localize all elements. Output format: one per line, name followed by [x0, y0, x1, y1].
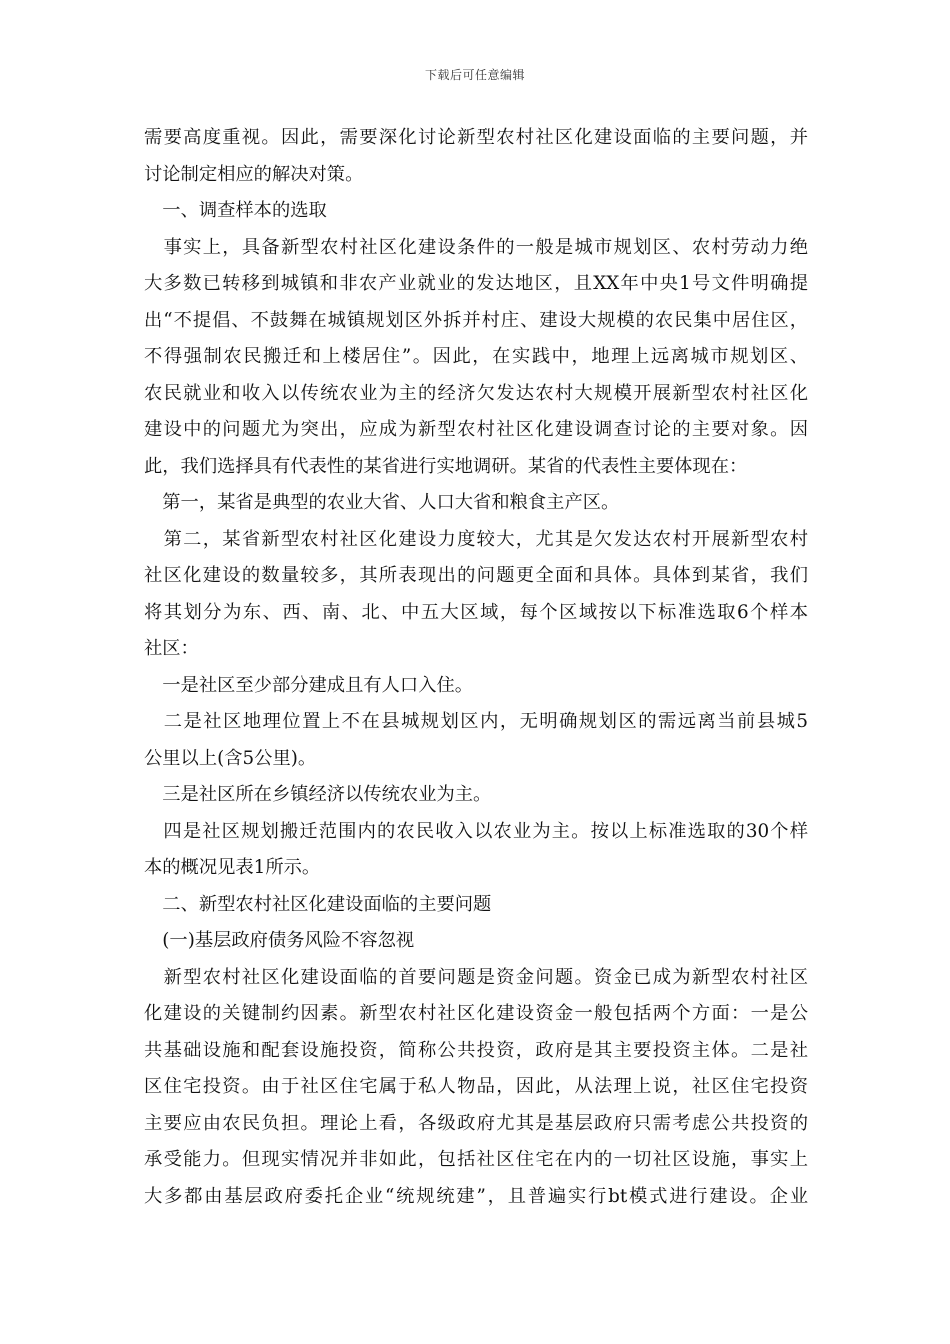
text-line: 农民就业和收入以传统农业为主的经济欠发达农村大规模开展新型农村社区化 [144, 382, 808, 404]
text-line: 四是社区规划搬迁范围内的农民收入以农业为主。按以上标准选取的30个样 [144, 820, 808, 842]
text-line: 大多都由基层政府委托企业“统规统建”，且普遍实行bt模式进行建设。企业 [144, 1185, 808, 1207]
text-line: 新型农村社区化建设面临的首要问题是资金问题。资金已成为新型农村社区 [144, 966, 808, 988]
text-line: 讨论制定相应的解决对策。 [144, 163, 364, 185]
section-heading: 二、新型农村社区化建设面临的主要问题 [144, 893, 492, 915]
text-line: 一是社区至少部分建成且有人口入住。 [144, 674, 474, 696]
text-line: 第一，某省是典型的农业大省、人口大省和粮食主产区。 [144, 492, 620, 513]
text-line: 将其划分为东、西、南、北、中五大区域，每个区域按以下标准选取6个样本 [144, 601, 808, 623]
text-line: 本的概况见表1所示。 [144, 857, 321, 878]
text-line: 建设中的问题尤为突出，应成为新型农村社区化建设调查讨论的主要对象。因 [144, 419, 808, 440]
text-line: 承受能力。但现实情况并非如此，包括社区住宅在内的一切社区设施，事实上 [144, 1149, 808, 1170]
text-line: 公里以上(含5公里)。 [144, 747, 317, 769]
text-line: 化建设的关键制约因素。新型农村社区化建设资金一般包括两个方面：一是公 [144, 1003, 808, 1024]
text-line: 社区化建设的数量较多，其所表现出的问题更全面和具体。具体到某省，我们 [144, 565, 808, 586]
text-line: 三是社区所在乡镇经济以传统农业为主。 [144, 784, 492, 805]
text-line: 不得强制农民搬迁和上楼居住”。因此，在实践中，地理上远离城市规划区、 [144, 346, 808, 367]
text-line: 第二，某省新型农村社区化建设力度较大，尤其是欠发达农村开展新型农村 [144, 528, 808, 550]
document-body [144, 120, 808, 1215]
text-line: 主要应由农民负担。理论上看，各级政府尤其是基层政府只需考虑公共投资的 [144, 1112, 808, 1134]
text-line: 出“不提倡、不鼓舞在城镇规划区外拆并村庄、建设大规模的农民集中居住区， [144, 309, 808, 331]
text-line: 共基础设施和配套设施投资，简称公共投资，政府是其主要投资主体。二是社 [144, 1039, 808, 1061]
text-line: 需要高度重视。因此，需要深化讨论新型农村社区化建设面临的主要问题，并 [144, 127, 808, 148]
text-line: 此，我们选择具有代表性的某省进行实地调研。某省的代表性主要体现在： [144, 455, 748, 477]
text-line: 区住宅投资。由于社区住宅属于私人物品，因此，从法理上说，社区住宅投资 [144, 1076, 808, 1097]
text-line: 社区： [144, 638, 199, 659]
subsection-heading: (一)基层政府债务风险不容忽视 [144, 930, 415, 951]
text-line: 二是社区地理位置上不在县城规划区内，无明确规划区的需远离当前县城5 [144, 711, 808, 732]
section-heading: 一、调查样本的选取 [144, 200, 327, 221]
page-header: 下载后可任意编辑 [424, 68, 525, 82]
text-line: 事实上，具备新型农村社区化建设条件的一般是城市规划区、农村劳动力绝 [144, 236, 808, 258]
text-line: 大多数已转移到城镇和非农产业就业的发达地区，且XX年中央1号文件明确提 [144, 273, 808, 294]
